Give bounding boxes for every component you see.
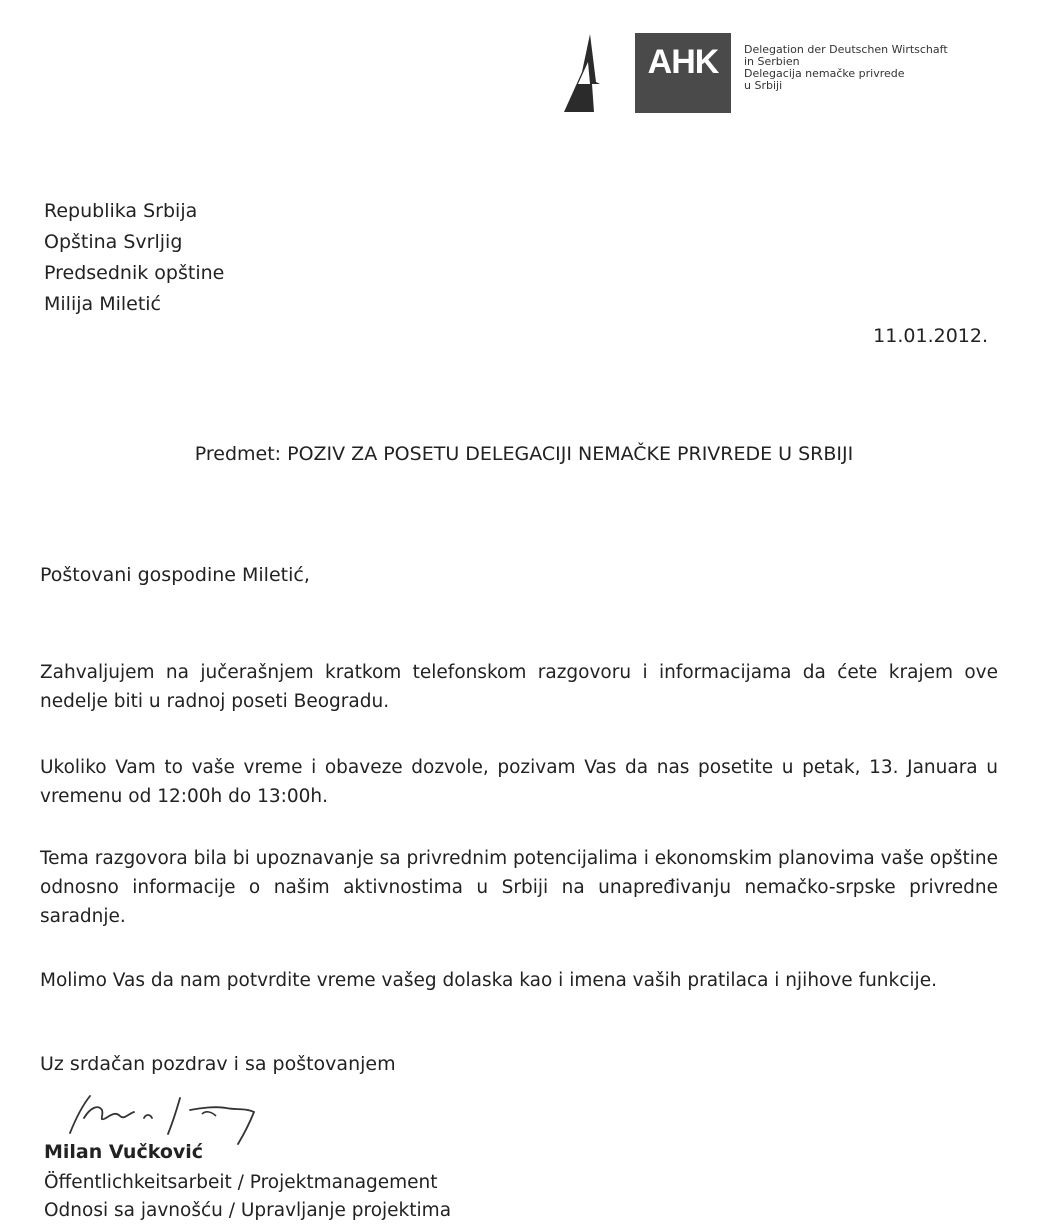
- recipient-line: Republika Srbija: [44, 200, 198, 222]
- recipient-line: Predsednik opštine: [44, 262, 225, 284]
- handwritten-signature: [40, 1078, 280, 1148]
- recipient-line: Milija Miletić: [44, 293, 162, 315]
- recipient-line: Opština Svrljig: [44, 231, 183, 253]
- sender-role: Öffentlichkeitsarbeit / Projektmanagement: [44, 1172, 438, 1193]
- org-line: Delegacija nemačke privrede: [744, 67, 905, 80]
- closing-line: Uz srdačan pozdrav i sa poštovanjem: [40, 1053, 396, 1075]
- body-paragraph: Ukoliko Vam to vaše vreme i obaveze dozvole, pozivam Vas da nas posetite u petak, 13. Januara u vremenu od 12:00h do 13:00h.: [40, 757, 998, 807]
- ahk-logo: AHK: [635, 33, 731, 113]
- recipient-address: [44, 196, 224, 320]
- org-line: Delegation der Deutschen Wirtschaft: [744, 43, 948, 56]
- body-paragraph: Molimo Vas da nam potvrdite vreme vašeg dolaska kao i imena vaših pratilaca i njihove funkcije.: [40, 970, 937, 991]
- letterhead-org-name: [744, 44, 948, 92]
- salutation: Poštovani gospodine Miletić,: [40, 564, 310, 586]
- body-paragraph: Tema razgovora bila bi upoznavanje sa privrednim potencijalima i ekonomskim planovima vaše opštine odnosno informacije o našim aktivnostima u Srbiji na unapređivanju nemačko-srpske privredne saradnje.: [40, 848, 998, 927]
- org-line: in Serbien: [744, 55, 800, 68]
- sender-name: Milan Vučković: [44, 1141, 204, 1163]
- body-paragraph: Zahvaljujem na jučerašnjem kratkom telefonskom razgovoru i informacijama da ćete krajem ove nedelje biti u radnoj poseti Beogradu.: [40, 662, 998, 712]
- sender-role: Odnosi sa javnošću / Upravljanje projektima: [44, 1200, 452, 1221]
- org-line: u Srbiji: [744, 79, 783, 92]
- ahk-logo-mark-icon: [560, 32, 610, 114]
- letter-subject: Predmet: POZIV ZA POSETU DELEGACIJI NEMAČKE PRIVREDE U SRBIJI: [194, 443, 854, 465]
- letter-date: 11.01.2012.: [873, 325, 988, 347]
